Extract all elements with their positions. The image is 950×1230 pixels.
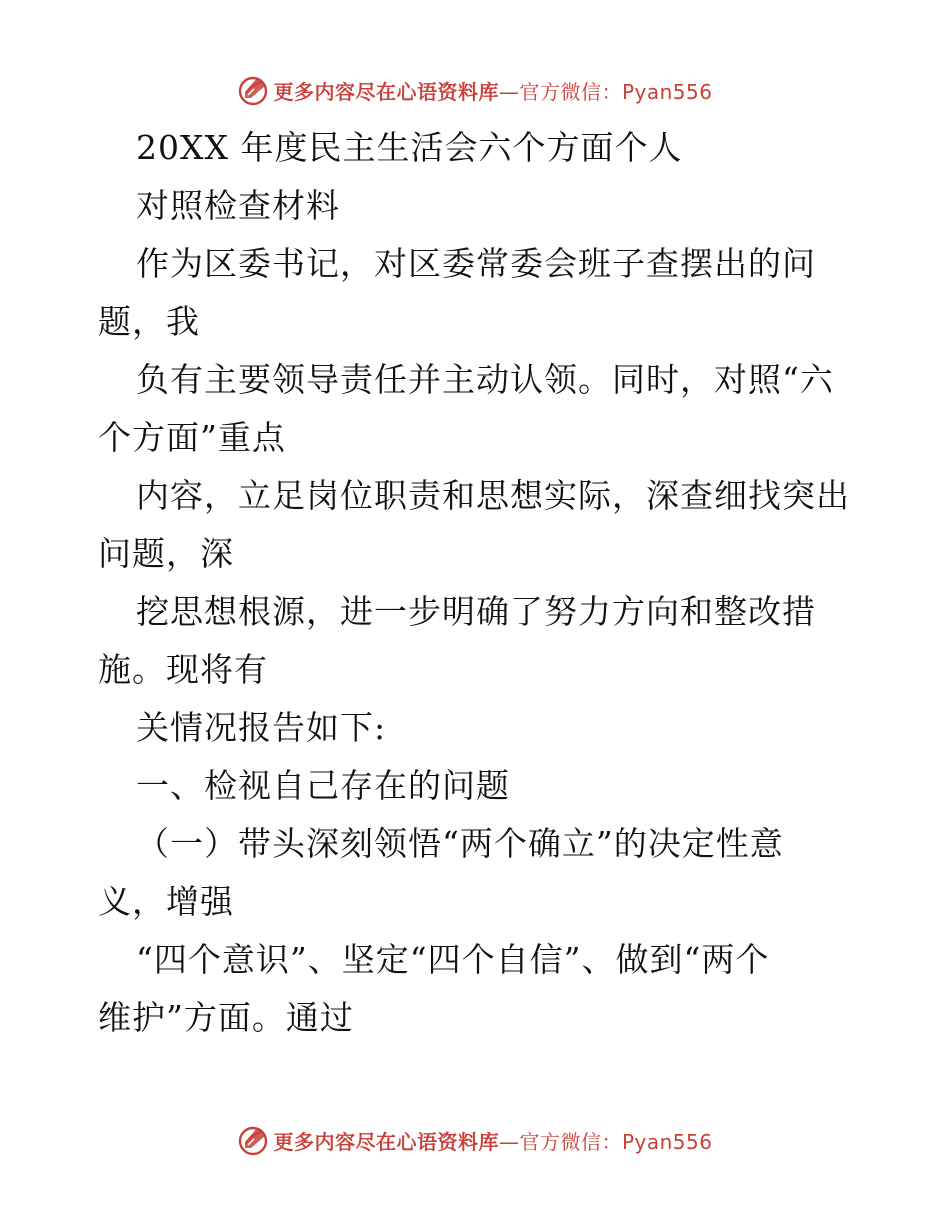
paragraph-line: “四个意识”、坚定“四个自信”、做到“两个 bbox=[136, 940, 770, 979]
paragraph-line: 个方面”重点 bbox=[98, 418, 286, 457]
paragraph-line: 作为区委书记，对区委常委会班子查摆出的问 bbox=[136, 244, 816, 283]
paragraph-line: 义，增强 bbox=[98, 882, 234, 921]
document-pen-logo-icon bbox=[237, 74, 269, 106]
paragraph-line: 内容，立足岗位职责和思想实际，深查细找突出 bbox=[136, 476, 850, 515]
doc-title-line-1: 20XX 年度民主生活会六个方面个人 bbox=[136, 128, 683, 167]
doc-title-line-2: 对照检查材料 bbox=[136, 186, 340, 225]
paragraph-line: 施。现将有 bbox=[98, 650, 268, 689]
header-watermark bbox=[0, 70, 950, 110]
paragraph-line: 负有主要领导责任并主动认领。同时，对照“六 bbox=[136, 360, 834, 399]
watermark-text: 更多内容尽在心语资料库—官方微信：Pyan556 bbox=[273, 1129, 713, 1154]
paragraph-line: 题，我 bbox=[98, 302, 200, 341]
paragraph-line: 挖思想根源，进一步明确了努力方向和整改措 bbox=[136, 592, 816, 631]
paragraph-line: 问题，深 bbox=[98, 534, 234, 573]
watermark-text: 更多内容尽在心语资料库—官方微信：Pyan556 bbox=[273, 79, 713, 104]
paragraph-line: 关情况报告如下: bbox=[136, 708, 387, 747]
document-pen-logo-icon bbox=[237, 1124, 269, 1156]
paragraph-line: 维护”方面。通过 bbox=[98, 998, 354, 1037]
footer-watermark bbox=[0, 1120, 950, 1160]
subsection-heading: （一）带头深刻领悟“两个确立”的决定性意 bbox=[136, 824, 784, 863]
section-heading: 一、检视自己存在的问题 bbox=[136, 766, 510, 805]
